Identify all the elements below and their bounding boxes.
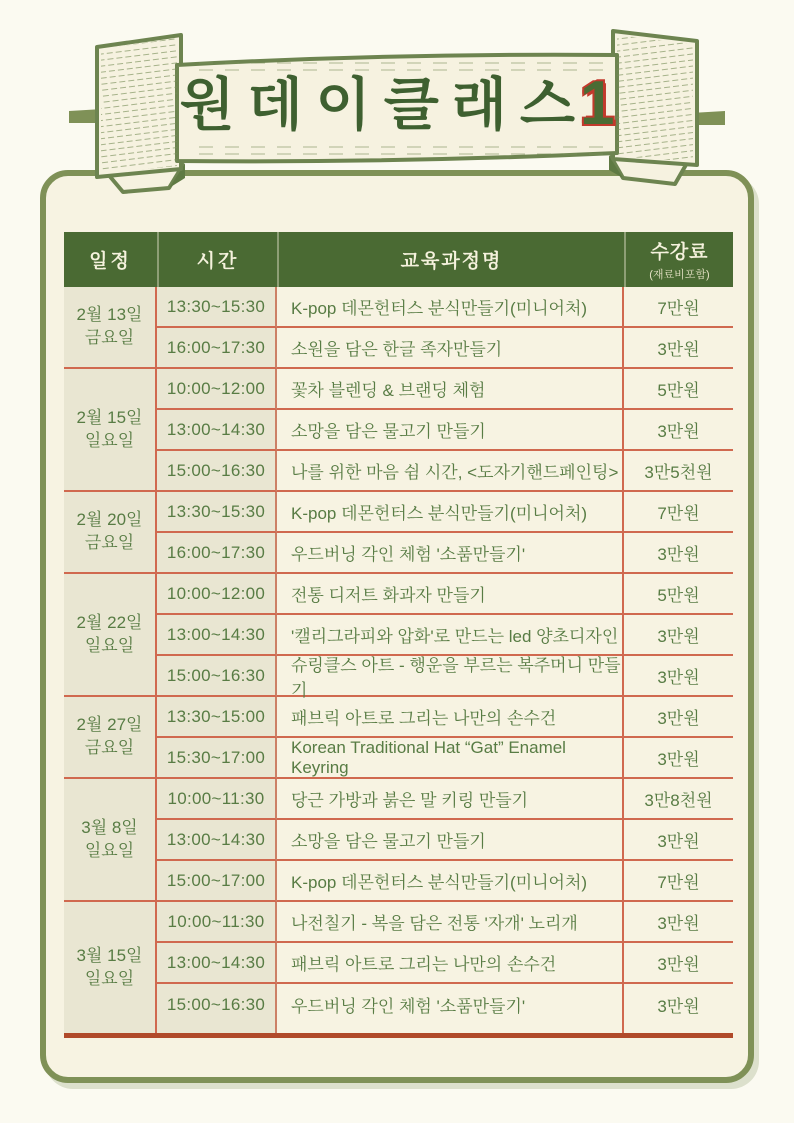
fee-cell: 3만원 bbox=[657, 997, 700, 1016]
date-cell bbox=[64, 697, 157, 779]
time-cell: 15:00~17:00 bbox=[157, 861, 277, 902]
title-banner bbox=[67, 25, 727, 200]
header-date: 일정 bbox=[89, 251, 132, 272]
table-bottom-rule bbox=[64, 1033, 733, 1038]
poster-title-number: 1 bbox=[579, 69, 615, 138]
time-cell: 13:00~14:30 bbox=[157, 820, 277, 861]
date-cell bbox=[64, 902, 157, 1033]
date-line2: 일요일 bbox=[84, 840, 135, 860]
header-course: 교육과정명 bbox=[277, 232, 624, 287]
poster-title-text: 원데이클래스 bbox=[179, 73, 588, 137]
fee-cell: 7만원 bbox=[624, 861, 733, 902]
header-fee-label: 수강료 bbox=[650, 242, 709, 263]
date-line2: 금요일 bbox=[84, 533, 135, 552]
time-cell: 13:30~15:00 bbox=[157, 697, 277, 738]
course-cell: 나를 위한 마음 쉼 시간, <도자기핸드페인팅> bbox=[277, 451, 624, 492]
course-cell: 소원을 담은 한글 족자만들기 bbox=[277, 328, 624, 369]
course-cell: 우드버닝 각인 체험 '소품만들기' bbox=[277, 533, 624, 574]
fee-cell: 3만원 bbox=[624, 820, 733, 861]
date-cell bbox=[64, 287, 157, 369]
fee-cell: 7만원 bbox=[624, 287, 733, 328]
poster-title bbox=[67, 69, 727, 138]
course-cell: 소망을 담은 물고기 만들기 bbox=[277, 820, 624, 861]
time-cell: 15:30~17:00 bbox=[157, 738, 277, 779]
date-cell bbox=[64, 492, 157, 574]
course-cell: K-pop 데몬헌터스 분식만들기(미니어처) bbox=[277, 492, 624, 533]
time-cell: 13:30~15:30 bbox=[157, 492, 277, 533]
date-line2: 일요일 bbox=[84, 430, 135, 450]
fee-cell: 3만원 bbox=[624, 533, 733, 574]
course-cell: '캘리그라피와 압화'로 만드는 led 양초디자인 bbox=[277, 615, 624, 656]
date-line1: 2월 22일 bbox=[76, 612, 143, 632]
spacer-time bbox=[157, 1025, 277, 1033]
course-cell: 꽃차 블렌딩 & 브랜딩 체험 bbox=[277, 369, 624, 410]
course-cell: K-pop 데몬헌터스 분식만들기(미니어처) bbox=[277, 861, 624, 902]
time-cell: 13:00~14:30 bbox=[157, 410, 277, 451]
time-cell: 10:00~11:30 bbox=[157, 902, 277, 943]
date-cell bbox=[64, 369, 157, 492]
fee-cell: 3만5천원 bbox=[624, 451, 733, 492]
fee-cell: 3만원 bbox=[624, 738, 733, 779]
schedule-table bbox=[64, 232, 733, 1038]
course-cell: 패브릭 아트로 그리는 나만의 손수건 bbox=[277, 943, 624, 984]
time-cell: 13:00~14:30 bbox=[157, 615, 277, 656]
spacer-fee bbox=[624, 1025, 733, 1033]
date-line1: 3월 8일 bbox=[81, 817, 138, 837]
date-line2: 금요일 bbox=[84, 328, 135, 347]
date-line1: 2월 13일 bbox=[76, 305, 143, 325]
time-cell: 15:00~16:30 bbox=[157, 656, 277, 697]
fee-cell: 7만원 bbox=[624, 492, 733, 533]
fee-cell: 3만원 bbox=[624, 410, 733, 451]
date-cell bbox=[64, 574, 157, 697]
course-cell: 슈링클스 아트 - 행운을 부르는 복주머니 만들기 bbox=[277, 656, 624, 697]
fee-cell: 3만원 bbox=[624, 943, 733, 984]
fee-cell: 3만원 bbox=[624, 902, 733, 943]
time-cell: 15:00~16:30 bbox=[157, 451, 277, 492]
course-cell: 우드버닝 각인 체험 '소품만들기' bbox=[277, 984, 624, 1025]
fee-cell: 3만원 bbox=[624, 328, 733, 369]
time-cell: 15:00~16:30 bbox=[157, 984, 277, 1025]
date-line1: 2월 20일 bbox=[76, 510, 143, 530]
fee-cell: 5만원 bbox=[624, 574, 733, 615]
time-cell: 10:00~12:00 bbox=[157, 574, 277, 615]
fee-cell: 3만8천원 bbox=[624, 779, 733, 820]
fee-cell: 5만원 bbox=[624, 369, 733, 410]
header-fee-note: (재료비포함) bbox=[649, 269, 710, 281]
date-line2: 일요일 bbox=[84, 635, 135, 655]
table-header-row bbox=[64, 232, 733, 287]
time-cell: 10:00~11:30 bbox=[157, 779, 277, 820]
header-fee bbox=[624, 232, 733, 287]
fee-cell: 3만원 bbox=[624, 656, 733, 697]
fee-cell: 3만원 bbox=[624, 615, 733, 656]
time-cell: 16:00~17:30 bbox=[157, 533, 277, 574]
spacer-course bbox=[277, 1025, 624, 1033]
date-line1: 3월 15일 bbox=[76, 945, 143, 965]
time-cell: 13:30~15:30 bbox=[157, 287, 277, 328]
date-line1: 2월 15일 bbox=[76, 407, 143, 427]
table-body bbox=[64, 287, 733, 1033]
fee-cell: 3만원 bbox=[624, 697, 733, 738]
course-cell: 패브릭 아트로 그리는 나만의 손수건 bbox=[277, 697, 624, 738]
course-cell: Korean Traditional Hat “Gat” Enamel Keyring bbox=[277, 738, 624, 779]
course-cell: K-pop 데몬헌터스 분식만들기(미니어처) bbox=[277, 287, 624, 328]
course-cell: 당근 가방과 붉은 말 키링 만들기 bbox=[277, 779, 624, 820]
date-cell bbox=[64, 779, 157, 902]
date-line1: 2월 27일 bbox=[76, 715, 143, 735]
schedule-card bbox=[40, 170, 754, 1083]
header-time: 시간 bbox=[157, 232, 277, 287]
course-cell: 나전칠기 - 복을 담은 전통 '자개' 노리개 bbox=[277, 902, 624, 943]
course-cell: 전통 디저트 화과자 만들기 bbox=[277, 574, 624, 615]
date-line2: 금요일 bbox=[84, 738, 135, 757]
time-cell: 13:00~14:30 bbox=[157, 943, 277, 984]
time-cell: 16:00~17:30 bbox=[157, 328, 277, 369]
date-line2: 일요일 bbox=[84, 968, 135, 988]
time-cell: 10:00~12:00 bbox=[157, 369, 277, 410]
course-cell: 소망을 담은 물고기 만들기 bbox=[277, 410, 624, 451]
